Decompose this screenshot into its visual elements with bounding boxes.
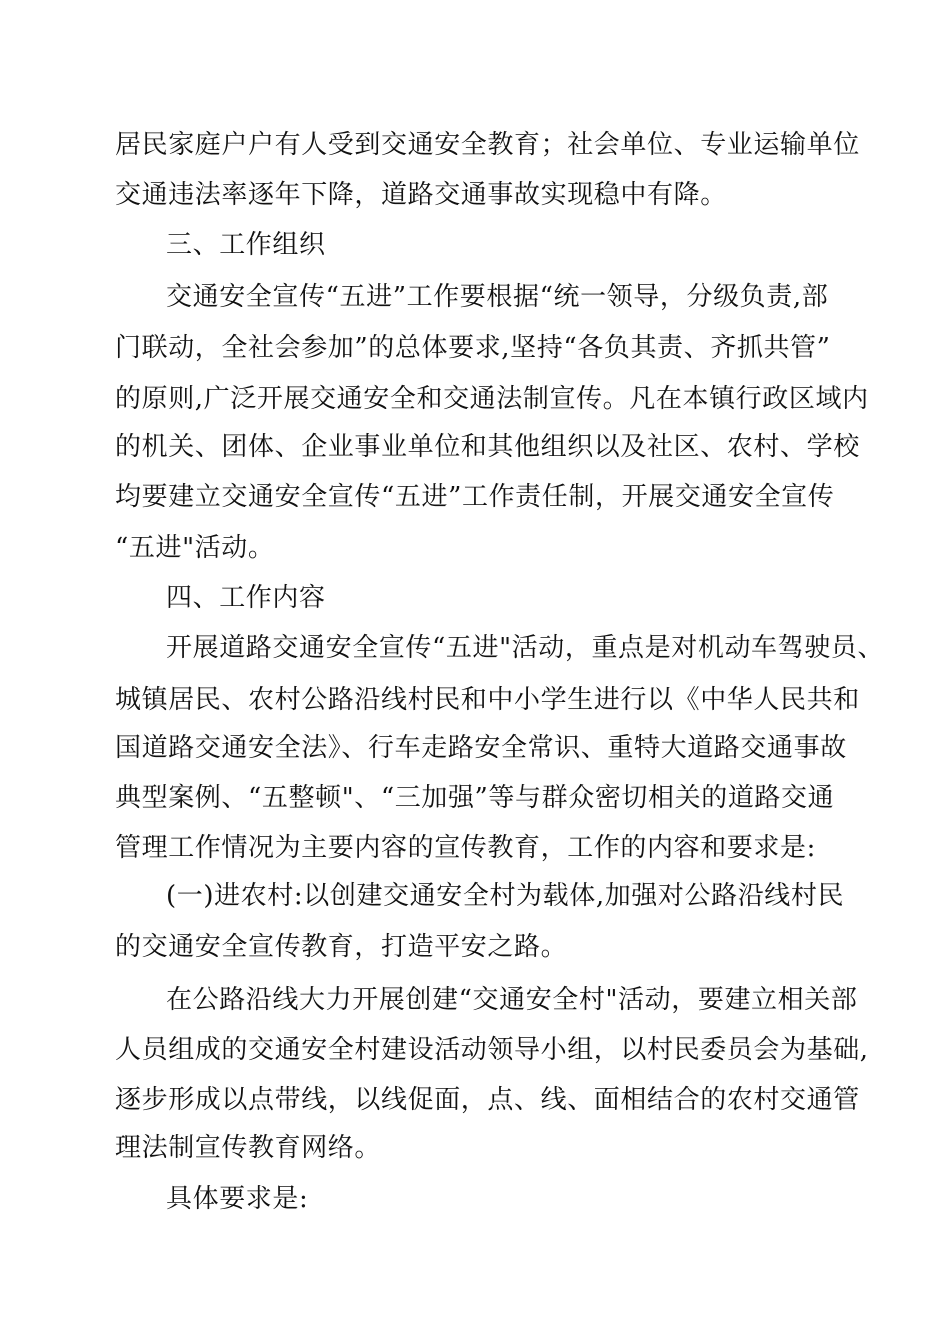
paragraph-line-19: 具体要求是: [166, 1184, 309, 1214]
paragraph-line-5: 的原则,广泛开展交通安全和交通法制宣传。凡在本镇行政区域内 [115, 384, 869, 414]
paragraph-line-8: “五进"活动。 [115, 533, 275, 563]
paragraph-line-14: 的交通安全宣传教育，打造平安之路。 [115, 932, 568, 962]
paragraph-line-4: 门联动，全社会参加”的总体要求,坚持“各负其责、齐抓共管” [115, 333, 831, 363]
paragraph-line-11: 国道路交通安全法》、行车走路安全常识、重特大道路交通事故 [115, 733, 847, 763]
paragraph-line-7: 均要建立交通安全宣传“五进”工作责任制，开展交通安全宣传 [115, 482, 835, 512]
paragraph-line-16: 人员组成的交通安全村建设活动领导小组，以村民委员会为基础, [115, 1035, 869, 1065]
paragraph-line-13: 管理工作情况为主要内容的宣传教育，工作的内容和要求是: [115, 833, 816, 863]
paragraph-line-6: 的机关、团体、企业事业单位和其他组织以及社区、农村、学校 [115, 432, 860, 462]
paragraph-line-9: 开展道路交通安全宣传“五进"活动，重点是对机动车驾驶员、 [166, 633, 885, 663]
paragraph-line-1: 居民家庭户户有人受到交通安全教育；社会单位、专业运输单位 [115, 130, 860, 160]
section-heading-four: 四、工作内容 [166, 583, 326, 613]
paragraph-line-15: 在公路沿线大力开展创建“交通安全村"活动，要建立相关部 [166, 985, 858, 1015]
paragraph-line-12: 典型案例、“五整顿"、“三加强”等与群众密切相关的道路交通 [115, 783, 835, 813]
subsection-heading-one: (一)进农村:以创建交通安全村为载体,加强对公路沿线村民 [166, 881, 845, 911]
paragraph-line-17: 逐步形成以点带线，以线促面，点、线、面相结合的农村交通管 [115, 1085, 860, 1115]
section-heading-three: 三、工作组织 [166, 230, 326, 260]
paragraph-line-2: 交通违法率逐年下降，道路交通事故实现稳中有降。 [115, 180, 727, 210]
paragraph-line-18: 理法制宣传教育网络。 [115, 1133, 382, 1163]
paragraph-line-3: 交通安全宣传“五进”工作要根据“统一领导，分级负责,部 [166, 282, 829, 312]
paragraph-line-10: 城镇居民、农村公路沿线村民和中小学生进行以《中华人民共和 [115, 685, 860, 715]
